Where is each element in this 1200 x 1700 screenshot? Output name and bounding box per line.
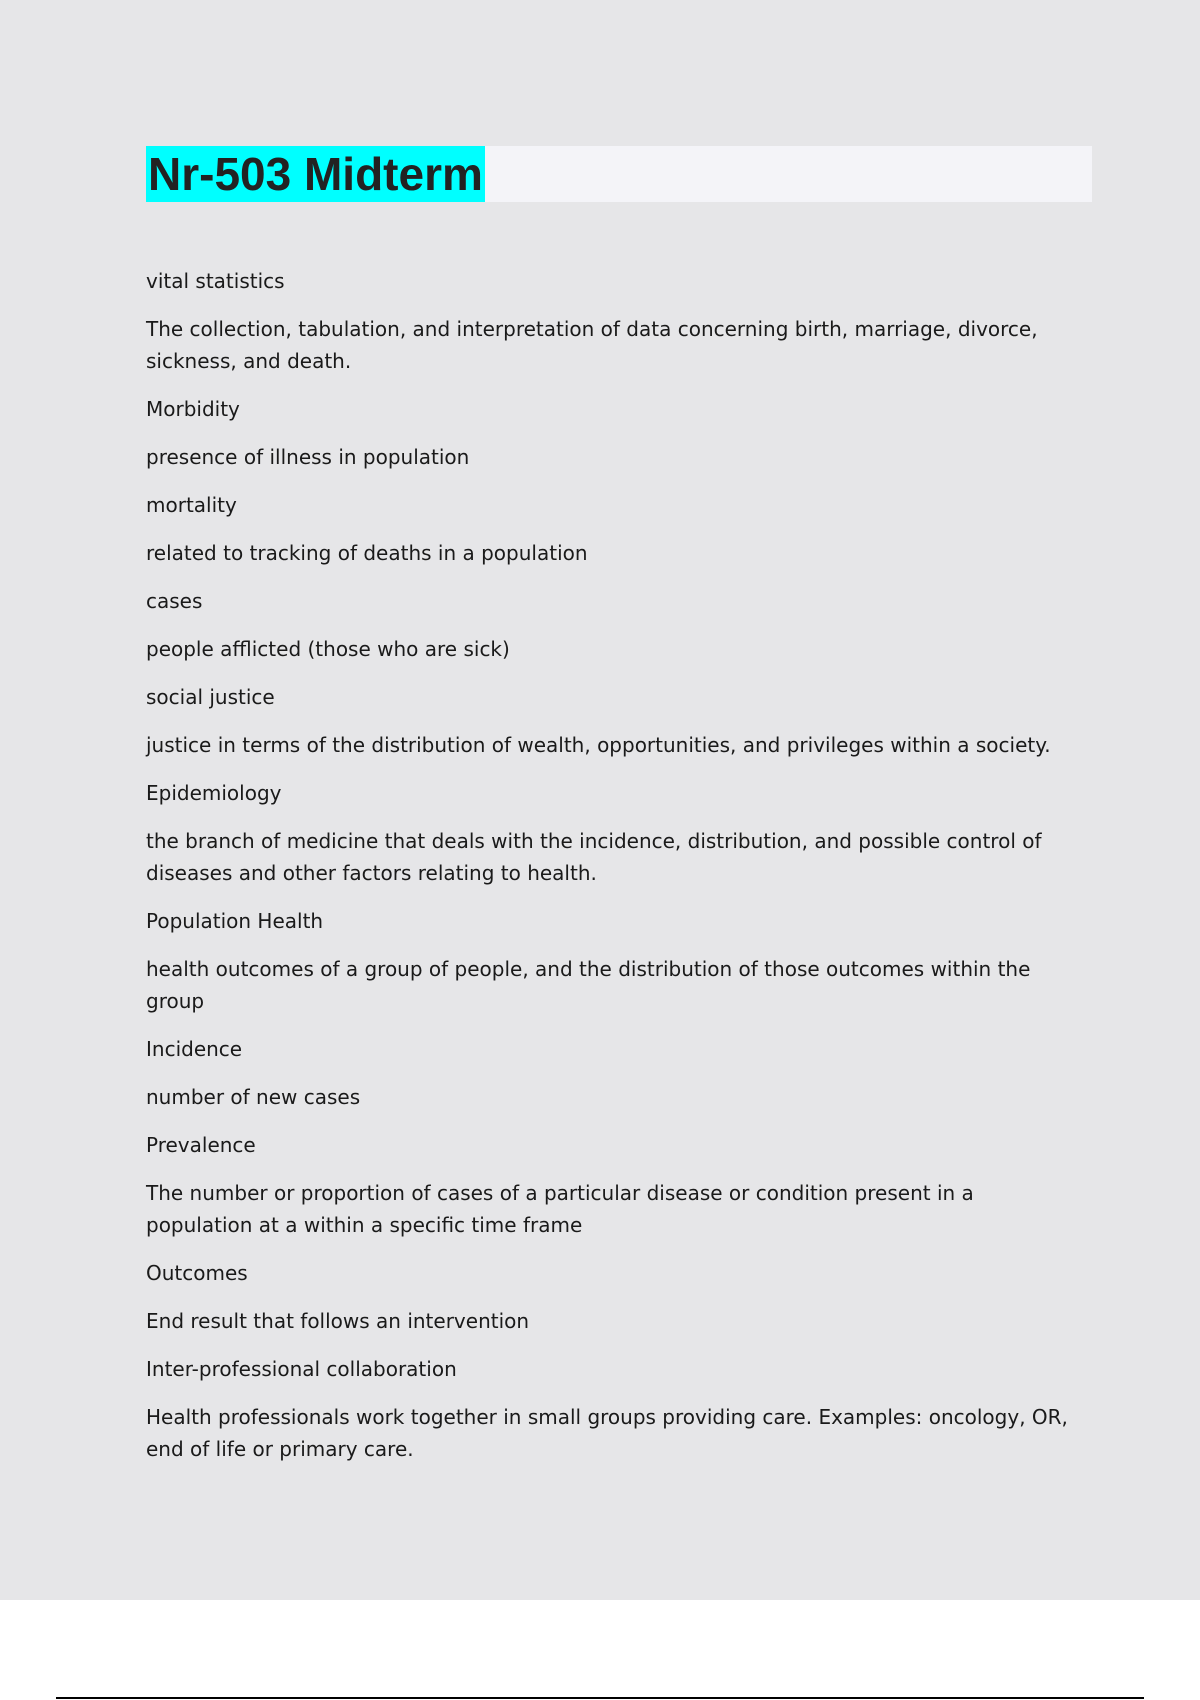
term-vital-statistics: vital statistics [146, 269, 285, 293]
term-cases: cases [146, 589, 203, 613]
term-morbidity: Morbidity [146, 397, 240, 421]
definition-mortality: related to tracking of deaths in a population [146, 541, 588, 565]
term-mortality: mortality [146, 493, 237, 517]
definition-epidemiology: the branch of medicine that deals with the incidence, distribution, and possible control of diseases and other factors relating to health. [146, 829, 1042, 885]
term-social-justice: social justice [146, 685, 275, 709]
definition-social-justice: justice in terms of the distribution of wealth, opportunities, and privileges within a society. [146, 733, 1051, 757]
term-prevalence: Prevalence [146, 1133, 256, 1157]
definition-morbidity: presence of illness in population [146, 445, 470, 469]
term-outcomes: Outcomes [146, 1261, 248, 1285]
definition-incidence: number of new cases [146, 1085, 361, 1109]
term-epidemiology: Epidemiology [146, 781, 282, 805]
definition-vital-statistics: The collection, tabulation, and interpretation of data concerning birth, marriage, divorce, sickness, and death. [146, 317, 1038, 373]
definition-population-health: health outcomes of a group of people, and the distribution of those outcomes within the group [146, 957, 1031, 1013]
term-interprofessional-collaboration: Inter-professional collaboration [146, 1357, 457, 1381]
definition-outcomes: End result that follows an intervention [146, 1309, 530, 1333]
definition-cases: people afflicted (those who are sick) [146, 637, 510, 661]
definition-prevalence: The number or proportion of cases of a particular disease or condition present in a population at a within a specific time frame [146, 1181, 974, 1237]
definition-interprofessional-collaboration: Health professionals work together in small groups providing care. Examples: oncology, OR, end of life or primary care. [146, 1405, 1068, 1461]
document-title: Nr-503 Midterm [148, 148, 483, 200]
document-content [146, 265, 1086, 1481]
footer-divider [56, 1697, 1144, 1699]
term-population-health: Population Health [146, 909, 324, 933]
term-incidence: Incidence [146, 1037, 243, 1061]
